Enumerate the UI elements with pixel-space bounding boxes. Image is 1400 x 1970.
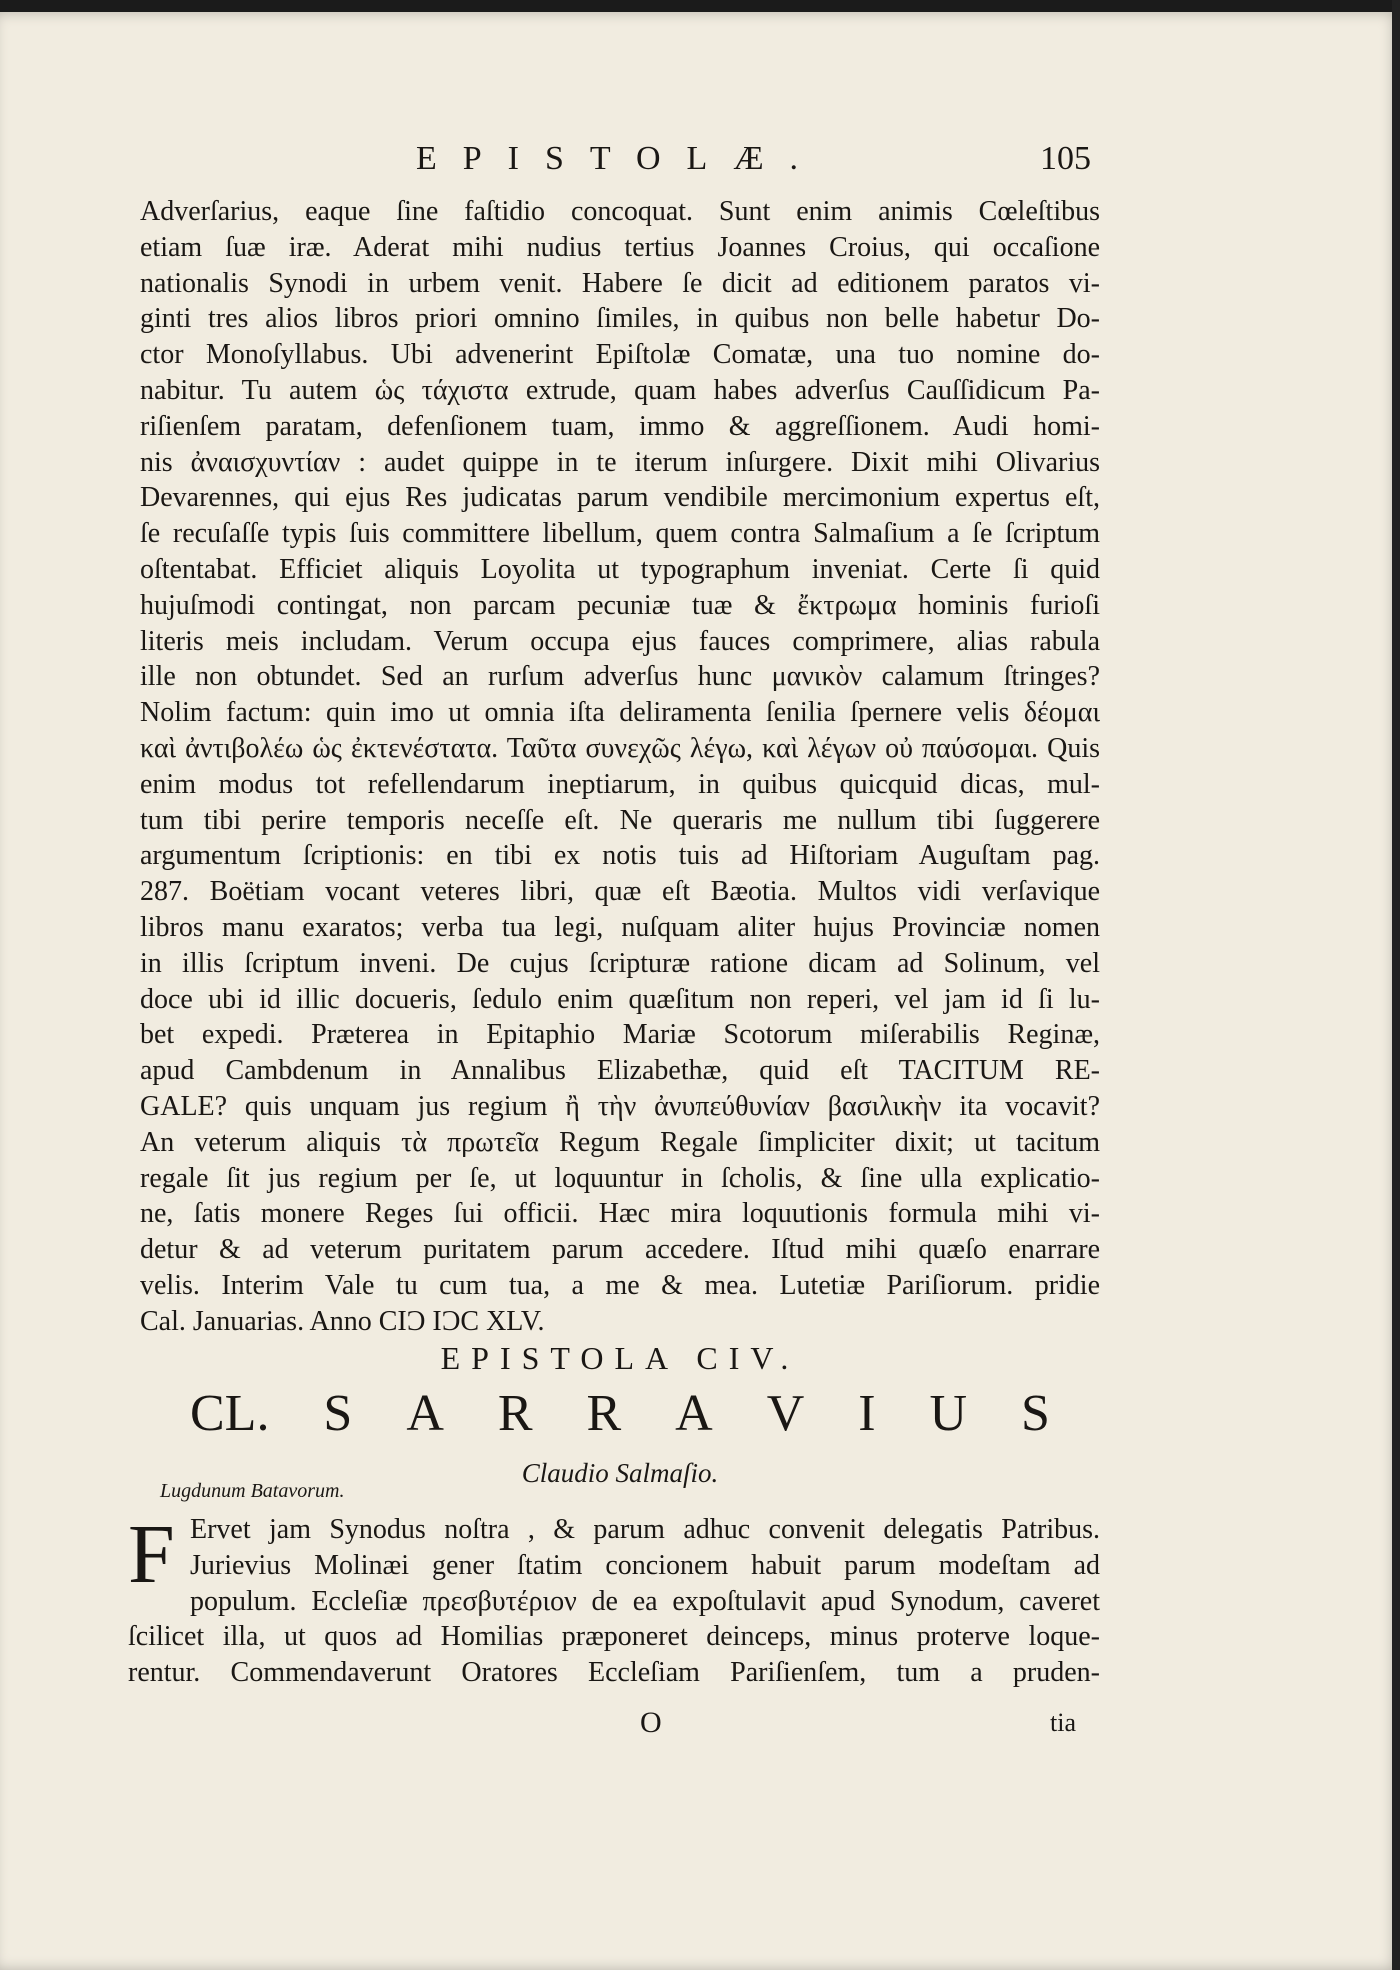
book-edge xyxy=(1392,0,1400,1970)
recipient-line: Claudio Salmaſio. xyxy=(521,1458,719,1488)
signature-mark: O xyxy=(640,1706,662,1739)
text-line: GALE? quis unquam jus regium ἢ τὴν ἀνυπεύθυνίαν βασιλικὴν ita vocavit? xyxy=(140,1090,1100,1122)
text-line: Jurievius Molinæi gener ſtatim concionem habuit parum modeſtam ad xyxy=(190,1549,1100,1581)
text-line: ſe recuſaſſe typis ſuis committere libellum, quem contra Salmaſium a ſe ſcriptum xyxy=(140,518,1100,550)
text-line: 287. Boëtiam vocant veteres libri, quæ eſt Bæotia. Multos vidi verſavique xyxy=(140,876,1100,908)
text-line: doce ubi id illic docueris, ſedulo enim quæſitum non reperi, vel jam id ſi lu- xyxy=(140,983,1100,1015)
text-line: oſtentabat. Efficiet aliquis Loyolita ut typographum inveniat. Certe ſi quid xyxy=(140,553,1100,585)
text-line: ginti tres alios libros priori omnino ſimiles, in quibus non belle habetur Do- xyxy=(140,303,1100,335)
text-line: ne, ſatis monere Reges ſui officii. Hæc mira loquutionis formula mihi vi- xyxy=(140,1198,1100,1230)
text-line: literis meis includam. Verum occupa ejus fauces comprimere, alias rabula xyxy=(140,625,1100,657)
author-heading-letter: V xyxy=(766,1385,805,1442)
text-line: Nolim factum: quin imo ut omnia iſta deliramenta ſenilia ſpernere velis δέομαι xyxy=(140,697,1100,729)
page-number: 105 xyxy=(1040,140,1091,177)
author-heading-letter: S xyxy=(323,1385,353,1442)
running-title: EPISTOLÆ. xyxy=(415,140,825,177)
text-line: nationalis Synodi in urbem venit. Habere ſe dicit ad editionem paratos vi- xyxy=(140,267,1100,299)
text-line: etiam ſuæ iræ. Aderat mihi nudius tertius Joannes Croius, qui occaſione xyxy=(140,231,1100,263)
text-line: detur & ad veterum puritatem parum accedere. Iſtud mihi quæſo enarrare xyxy=(140,1234,1100,1266)
text-line: rentur. Commendaverunt Oratores Eccleſiam Pariſienſem, tum a pruden- xyxy=(128,1657,1100,1689)
text-line: Cal. Januarias. Anno CIƆ IƆC XLV. xyxy=(140,1305,545,1337)
text-line: An veterum aliquis τὰ πρωτεῖα Regum Regale ſimpliciter dixit; ut tacitum xyxy=(140,1126,1100,1158)
text-line: riſienſem paratam, defenſionem tuam, immo & aggreſſionem. Audi homi- xyxy=(140,410,1100,442)
text-line: bet expedi. Præterea in Epitaphio Mariæ Scotorum miſerabilis Reginæ, xyxy=(140,1019,1100,1051)
author-heading-letter: I xyxy=(858,1385,876,1442)
text-line: ſcilicet illa, ut quos ad Homilias præponeret deinceps, minus proterve loque- xyxy=(128,1621,1100,1653)
text-line: argumentum ſcriptionis: en tibi ex notis tuis ad Hiſtoriam Auguſtam pag. xyxy=(140,840,1100,872)
place-line: Lugdunum Batavorum. xyxy=(160,1480,345,1502)
text-line: Devarennes, qui ejus Res judicatas parum vendibile mercimonium expertus eſt, xyxy=(140,482,1100,514)
text-line: Adverſarius, eaque ſine faſtidio concoquat. Sunt enim animis Cœleſtibus xyxy=(140,196,1100,227)
catchword: tia xyxy=(1050,1708,1076,1737)
author-heading xyxy=(190,1384,1050,1443)
author-heading-letter: A xyxy=(406,1385,444,1442)
text-line: regale ſit jus regium per ſe, ut loquuntur in ſcholis, & ſine ulla explicatio- xyxy=(140,1162,1100,1194)
author-heading-letter: S xyxy=(1021,1385,1050,1442)
text-line: ille non obtundet. Sed an rurſum adverſus hunc μανικὸν calamum ſtringes? xyxy=(140,661,1100,693)
author-heading-letter: A xyxy=(675,1385,713,1442)
letter-text xyxy=(128,1508,1100,1691)
author-heading-letter: CL. xyxy=(190,1385,270,1442)
book-page xyxy=(0,12,1400,1970)
text-line: ctor Monoſyllabus. Ubi advenerint Epiſtolæ Comatæ, una tuo nomine do- xyxy=(140,339,1100,371)
text-line: nabitur. Tu autem ὡς τάχιστα extrude, quam habes adverſus Cauſſidicum Pa- xyxy=(140,374,1100,406)
text-line: in illis ſcriptum inveni. De cujus ſcripturæ ratione dicam ad Solinum, vel xyxy=(140,947,1100,979)
text-line: hujuſmodi contingat, non parcam pecuniæ tuæ & ἔκτρωμα hominis furioſi xyxy=(140,589,1100,621)
text-line: Ervet jam Synodus noſtra , & parum adhuc convenit delegatis Patribus. xyxy=(190,1514,1100,1545)
letter-body-text xyxy=(140,194,1100,1340)
text-line: καὶ ἀντιβολέω ὡς ἐκτενέστατα. Ταῦτα συνεχῶς λέγω, καὶ λέγων οὐ παύσομαι. Quis xyxy=(140,732,1100,764)
dropcap-letter: F xyxy=(128,1508,175,1601)
text-line: libros manu exaratos; verba tua legi, nuſquam aliter hujus Provinciæ nomen xyxy=(140,911,1100,943)
author-heading-letter: U xyxy=(929,1385,968,1442)
section-heading: EPISTOLA CIV. xyxy=(440,1340,800,1376)
page-header xyxy=(140,140,1140,190)
text-line: enim modus tot refellendarum ineptiarum, in quibus quicquid dicas, mul- xyxy=(140,768,1100,800)
text-line: apud Cambdenum in Annalibus Elizabethæ, quid eſt TACITUM RE- xyxy=(140,1055,1100,1087)
author-heading-letter: R xyxy=(497,1385,533,1442)
text-line: nis ἀναισχυντίαν : audet quippe in te iterum inſurgere. Dixit mihi Olivarius xyxy=(140,446,1100,478)
text-line: velis. Interim Vale tu cum tua, a me & mea. Lutetiæ Pariſiorum. pridie xyxy=(140,1269,1100,1301)
text-line: tum tibi perire temporis neceſſe eſt. Ne queraris me nullum tibi ſuggerere xyxy=(140,804,1100,836)
author-heading-letter: R xyxy=(586,1385,622,1442)
text-line: populum. Eccleſiæ πρεσβυτέριον de ea expoſtulavit apud Synodum, caveret xyxy=(190,1585,1100,1617)
